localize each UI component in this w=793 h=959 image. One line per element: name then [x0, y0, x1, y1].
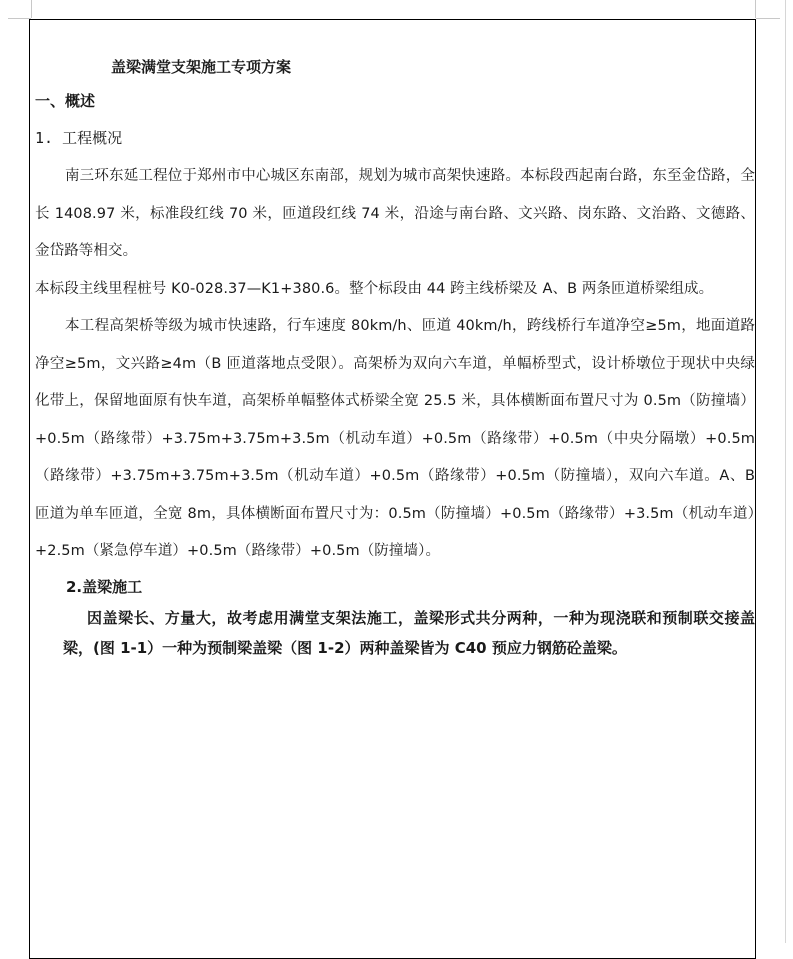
crop-mark-top-right-horizontal	[756, 18, 780, 19]
paragraph-mileage: 本标段主线里程桩号 K0-028.37—K1+380.6。整个标段由 44 跨主线桥梁及 A、B 两条匝道桥梁组成。	[35, 280, 714, 297]
section-heading-overview: 一、概述	[35, 92, 96, 110]
document-title: 盖梁满堂支架施工专项方案	[111, 58, 292, 76]
subsection-heading-project-overview: 1. 工程概况	[35, 129, 123, 147]
crop-mark-top-left-vertical	[31, 0, 32, 18]
subsection-heading-capbeam: 2.盖梁施工	[66, 577, 143, 596]
crop-mark-top-left-horizontal	[8, 18, 31, 19]
paragraph-bridge-specs: 本工程高架桥等级为城市快速路，行车速度 80km/h、匝道 40km/h，跨线桥行车道净空≥5m，地面道路净空≥5m，文兴路≥4m（B 匝道落地点受限）。高架桥为双向六车道，单幅桥型式，设计桥墩位于现状中央绿化带上，保留地面原有快车道，高架桥单幅整体式桥梁全宽 25.5 米，具体横断面布置尺寸为 0.5m（防撞墙）+0.5m（路缘带）+3.75m+3.75m+3.5m（机动车道）+0.5m（路缘带）+0.5m（中央分隔墩）+0.5m（路缘带）+3.75m+3.75m+3.5m（机动车道）+0.5m（路缘带）+0.5m（防撞墙），双向六车道。A、B 匝道为单车匝道，全宽 8m，具体横断面布置尺寸为：0.5m（防撞墙）+0.5m（路缘带）+3.5m（机动车道）+2.5m（紧急停车道）+0.5m（路缘带）+0.5m（防撞墙）。	[35, 318, 755, 559]
crop-mark-top-right-vertical	[755, 0, 756, 18]
page-edge-rule	[785, 0, 786, 943]
paragraph-capbeam-method: 因盖梁长、方量大，故考虑用满堂支架法施工，盖梁形式共分两种，一种为现浇联和预制联交接盖梁，(图 1-1）一种为预制梁盖梁（图 1-2）两种盖梁皆为 C40 预应力钢筋砼盖梁。	[63, 608, 755, 657]
document-body	[35, 50, 755, 663]
paragraph-project-location: 南三环东延工程位于郑州市中心城区东南部，规划为城市高架快速路。本标段西起南台路，东至金岱路，全长 1408.97 米，标准段红线 70 米，匝道段红线 74 米，沿途与南台路、文兴路、岗东路、文治路、文德路、金岱路等相交。	[35, 168, 755, 259]
